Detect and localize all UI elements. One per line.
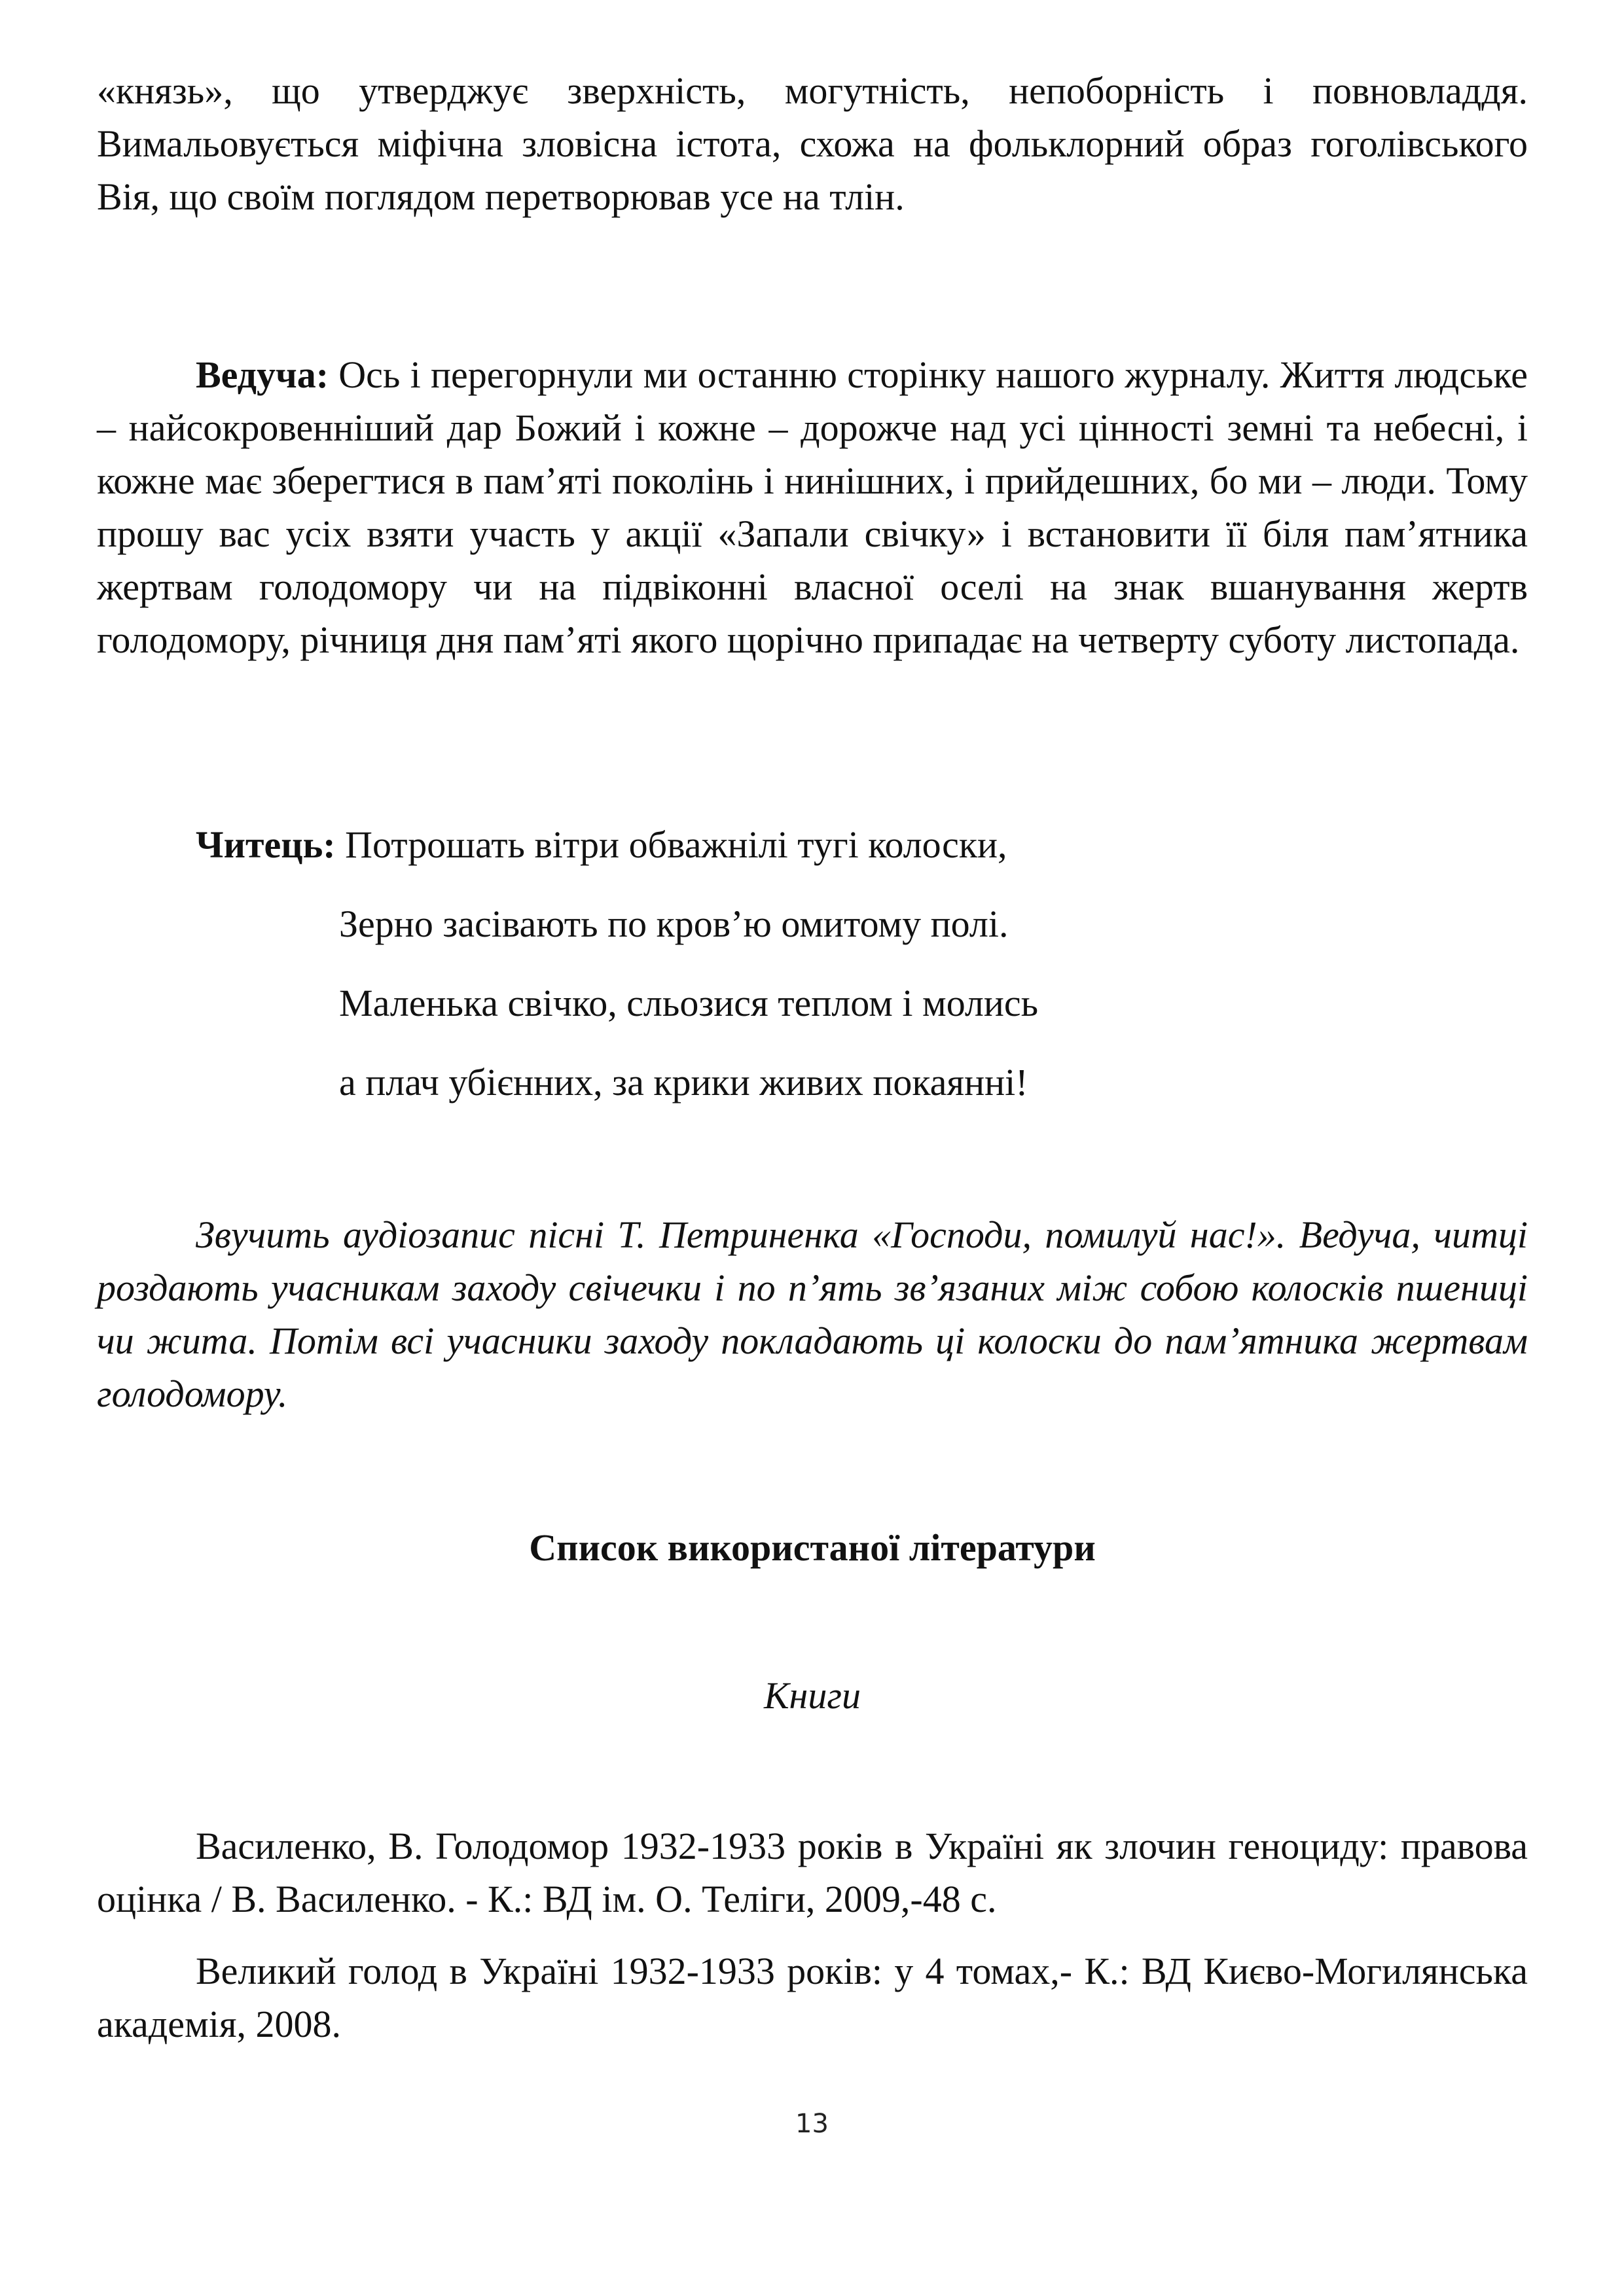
stage-direction-paragraph: Звучить аудіозапис пісні Т. Петриненка «Господи, помилуй нас!». Ведуча, читці роздають учасникам заходу свічечки і по п’ять зв’язаних між собою колосків пшениці чи жита. Потім всі учасники заходу покладають ці колоски до пам’ятника жертвам голодомору. — [97, 1213, 1528, 1415]
poem-line-3: Маленька свічко, сльозися теплом і молись — [339, 982, 1039, 1024]
host-speech-text: Ось і перегорнули ми останню сторінку нашого журналу. Життя людське – найсокровенніший дар Божий і кожне – дорожче над усі цінності земні та небесні, і кожне має зберегтися в пам’яті поколінь і нинішних, і прийдешних, бо ми – люди. Тому прошу вас усіх взяти участь у акції «Запали свічку» і встановити її біля пам’ятника жертвам голодомору чи на підвіконні власної оселі на знак вшанування жертв голодомору, річниця дня пам’яті якого щорічно припадає на четверту суботу листопада. — [97, 353, 1528, 661]
host-speech-paragraph — [97, 348, 1528, 666]
bibliography-entry-2: Великий голод в Україні 1932-1933 років: у 4 томах,- К.: ВД Києво-Могилянська академія, 2008. — [97, 1950, 1528, 2045]
reader-label: Читець: — [196, 823, 336, 866]
bibliography-title: Список використаної літератури — [529, 1526, 1096, 1569]
continuation-paragraph: «князь», що утверджує зверхність, могутність, непоборність і повновладдя. Вимальовується міфічна зловісна істота, схожа на фольклорний образ гоголівського Вія, що своїм поглядом перетворював усе на тлін. — [97, 69, 1528, 218]
poem-line-2: Зерно засівають по кров’ю омитому полі. — [339, 903, 1009, 945]
poem-line-1-text: Потрошать вітри обважнілі тугі колоски, — [335, 823, 1007, 866]
host-label: Ведуча: — [196, 353, 329, 396]
bibliography-entry-1: Василенко, В. Голодомор 1932-1933 років в Україні як злочин геноциду: правова оцінка / В. Василенко. - К.: ВД ім. О. Теліги, 2009,-48 с. — [97, 1825, 1528, 1920]
bibliography-subtitle: Книги — [764, 1674, 861, 1717]
poem-line-4: а плач убієнних, за крики живих покаянні! — [339, 1061, 1028, 1103]
page-number: 13 — [795, 2109, 829, 2139]
poem-line-1 — [196, 818, 1007, 871]
